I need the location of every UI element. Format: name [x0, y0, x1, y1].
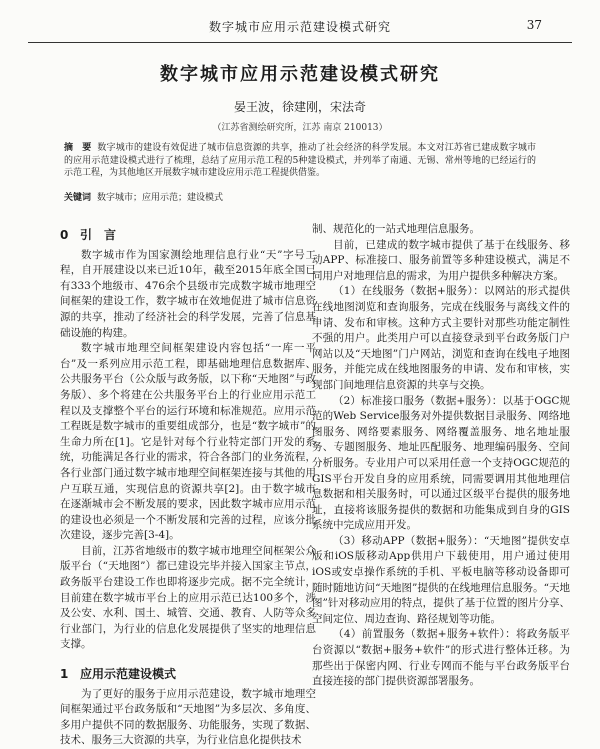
article-affiliation: （江苏省测绘研究所，江苏 南京 210013）: [212, 123, 388, 133]
paragraph: 目前，已建成的数字城市提供了基于在线服务、移动APP、标准接口、服务前置等多种建设模式，满足不同用户对地理信息的需求，为用户提供多种解决方案。: [312, 238, 570, 282]
section-title: 引 言: [80, 228, 117, 242]
article-title: 数字城市应用示范建设模式研究: [160, 64, 440, 85]
keywords-label: 关键词: [64, 193, 92, 203]
paragraph: （4）前置服务（数据+服务+软件）：将政务版平台资源以“数据+服务+软件”的形式进行整体迁移。为那些出于保密内网、行业专网而不能与平台政务版平台直接连接的部门提供资源部署服务。: [312, 628, 570, 688]
section-title: 应用示范建设模式: [80, 667, 177, 682]
paragraph: 为了更好的服务于应用示范建设，数字城市地理空间框架通过平台政务版和“天地图”为多层次、多角度、多用户提供不同的数据服务、功能服务，实现了数据、技术、服务三大资源的共享，为行业信息化提供技术: [60, 687, 316, 747]
running-title: 数字城市应用示范建设模式研究: [208, 20, 391, 34]
abstract-text: 数字城市的建设有效促进了城市信息资源的共享，推动了社会经济的科学发展。本文对江苏省已建成数字城市的应用示范建设模式进行了梳理，总结了应用示范工程的5种建设模式，并列举了南通、无锡、常州等地的已经运行的示范工程，为其他地区开展数字城市建设应用示范工程提供借鉴。: [64, 143, 536, 178]
paragraph: 目前，江苏省地级市的数字城市地理空间框架公众版平台（“天地图”）都已建设完毕并接入国家主节点，政务版平台建设工作也即将逐步完成。据不完全统计，目前建在数字城市平台上的应用示范已达100多个，涉及公安、水利、国土、城管、交通、教育、人防等众多行业部门，为行业的信息化发展提供了坚实的地理信息支撑。: [60, 544, 316, 651]
paragraph: 制、规范化的一站式地理信息服务。: [312, 223, 480, 235]
article-authors: 晏王波，徐建刚，宋法奇: [233, 100, 366, 114]
section-number: 1: [60, 667, 69, 682]
paragraph: （3）移动APP（数据+服务）：“天地图”提供安卓版和iOS版移动App供用户下载使用，用户通过使用iOS或安卓操作系统的手机、平板电脑等移动设备即可随时随地访问“天地图”提供的在线地理信息服务。“天地图”针对移动应用的特点，提供了基于位置的图片分享、空间定位、周边查询、路径规划等功能。: [312, 534, 570, 625]
section-number: 0: [60, 228, 69, 242]
keywords: [64, 192, 536, 204]
section-heading-intro: [60, 228, 316, 244]
section-heading-models: [60, 667, 316, 683]
paragraph: 数字城市地理空间框架建设内容包括“一库一平台”及一系列应用示范工程，即基础地理信息数据库、公共服务平台（公众版与政务版，以下称“天地图”与政务版）、多个将建在公共服务平台上的行业应用示范工程以及支撑整个平台的运行环境和标准规范。应用示范工程既是数字城市的重要组成部分，也是“数字城市”的生命力所在[1]。它是针对每个行业特定部门开发的系统，功能满足各行业的需求，符合各部门的业务流程，各行业部门通过数字城市地理空间框架连接与其他的用户互联互通，实现信息的资源共享[2]。由于数字城市在逐渐城市会不断发展的要求，因此数字城市应用示范的建设也必须是一个不断发展和完善的过程，应该分批次建设，逐步完善[3-4]。: [60, 342, 316, 542]
keywords-text: 数字城市；应用示范；建设模式: [97, 193, 224, 203]
paragraph: （2）标准接口服务（数据+服务）：以基于OGC规范的Web Service服务对外提供数据目录服务、网络地图服务、网络要素服务、网络覆盖服务、地名地址服务、专题图服务、地址匹配服务、地理编码服务、空间分析服务。专业用户可以采用任意一个支持OGC规范的GIS平台开发自身的应用系统，同需要调用其他地理信息数据和相关服务时，可以通过区级平台提供的服务地址，直接将该服务提供的数据和功能集成到自身的GIS系统中完成应用开发。: [312, 394, 570, 532]
right-column: [312, 222, 570, 690]
abstract-label: 摘 要: [64, 143, 92, 153]
page-header: [28, 0, 572, 43]
abstract: [64, 142, 536, 180]
left-column: [60, 222, 316, 749]
page-number: 37: [526, 18, 542, 32]
paragraph: （1）在线服务（数据+服务）：以网站的形式提供在线地图浏览和查询服务，完成在线服务与离线文件的申请、发布和审核。这种方式主要针对那些功能定制性不强的用户。此类用户可以直接登录到平台政务版门户网站以及“天地图”门户网站，浏览和查询在线电子地图服务，并能完成在线地图服务的申请、发布和审核，实现部门间地理信息资源的共享与交换。: [312, 285, 570, 391]
paragraph: 数字城市作为国家测绘地理信息行业“天”字号工程，自开展建设以来已近10年，截至2015年底全国已有333个地级市、476余个县级市完成数字城市地理空间框架的建设工作，数字城市在效地促进了城市信息资源的共享，推动了经济社会的科学发展，完善了信息基础设施的构建。: [60, 248, 316, 339]
